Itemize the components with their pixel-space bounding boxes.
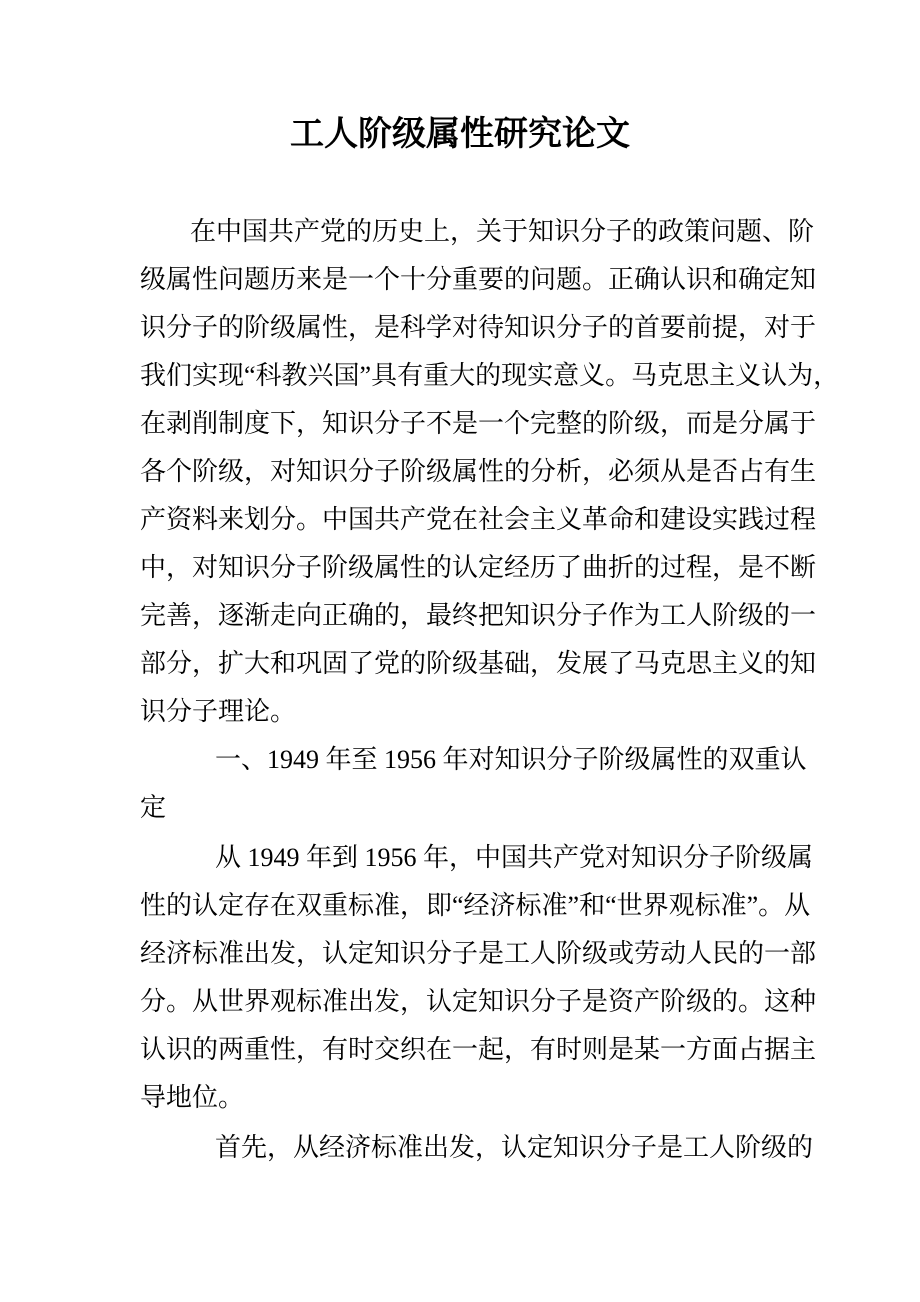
paragraph-line: 导地位。 xyxy=(140,1083,245,1112)
paragraph-line: 认识的两重性，有时交织在一起，有时则是某一方面占据主 xyxy=(140,1035,817,1064)
paragraph-line: 经济标准出发，认定知识分子是工人阶级或劳动人民的一部 xyxy=(140,939,817,968)
section-heading-line: 定 xyxy=(140,793,167,822)
paragraph-line: 分。从世界观标准出发，认定知识分子是资产阶级的。这种 xyxy=(140,987,817,1016)
paragraph-line: 级属性问题历来是一个十分重要的问题。正确认识和确定知 xyxy=(140,265,817,294)
paragraph-line: 从 1949 年到 1956 年，中国共产党对知识分子阶级属 xyxy=(215,843,814,872)
paragraph-line: 识分子的阶级属性，是科学对待知识分子的首要前提，对于 xyxy=(140,313,817,342)
paragraph-line: 识分子理论。 xyxy=(140,697,297,726)
paragraph-line: 在中国共产党的历史上，关于知识分子的政策问题、阶 xyxy=(190,217,815,246)
paragraph-line: 产资料来划分。中国共产党在社会主义革命和建设实践过程 xyxy=(140,505,817,534)
paragraph-line: 我们实现“科教兴国”具有重大的现实意义。马克思主义认为， xyxy=(140,361,840,390)
paragraph-line: 完善，逐渐走向正确的，最终把知识分子作为工人阶级的一 xyxy=(140,601,817,630)
section-heading-line: 一、1949 年至 1956 年对知识分子阶级属性的双重认 xyxy=(215,745,807,774)
paragraph-line: 在剥削制度下，知识分子不是一个完整的阶级，而是分属于 xyxy=(140,409,817,438)
paragraph-line: 中，对知识分子阶级属性的认定经历了曲折的过程，是不断 xyxy=(140,553,817,582)
paragraph-line: 各个阶级，对知识分子阶级属性的分析，必须从是否占有生 xyxy=(140,457,817,486)
document-title: 工人阶级属性研究论文 xyxy=(290,116,630,153)
paragraph-line: 性的认定存在双重标准，即“经济标准”和“世界观标准”。从 xyxy=(140,891,811,920)
paragraph-line: 首先，从经济标准出发，认定知识分子是工人阶级的 xyxy=(215,1133,814,1162)
paragraph-line: 部分，扩大和巩固了党的阶级基础，发展了马克思主义的知 xyxy=(140,649,817,678)
